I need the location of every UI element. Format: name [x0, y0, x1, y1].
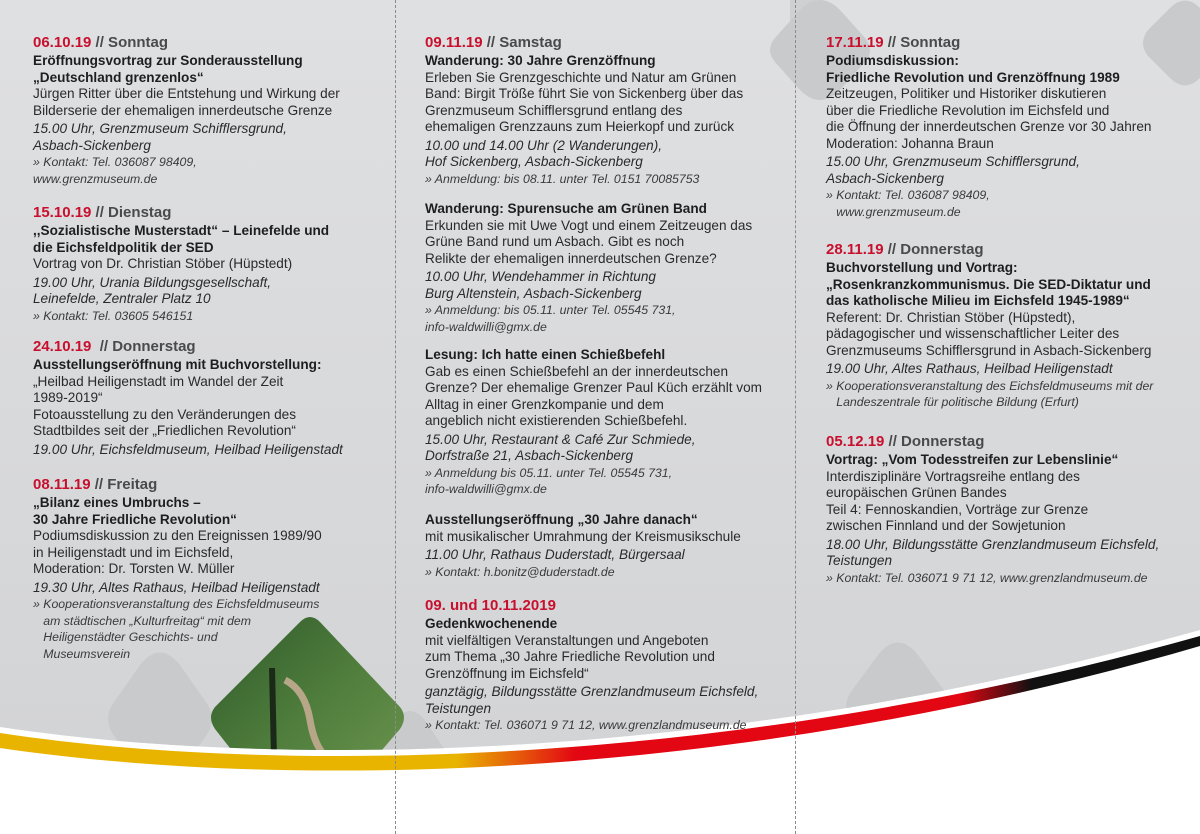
event-when: 19.00 Uhr, Altes Rathaus, Heilbad Heiligenstadt	[826, 361, 1113, 376]
event-date: 24.10.19	[33, 338, 92, 355]
event-contact: » Anmeldung: bis 08.11. unter Tel. 0151 70085753	[425, 171, 700, 186]
event-weekday: // Samstag	[482, 34, 562, 51]
event-entry	[826, 239, 1153, 411]
event-body: Erleben Sie Grenzgeschichte und Natur am Grünen Band: Birgit Tröße führt Sie von Sickenberg über das Grenzmuseum Schifflersgrund entlang des ehemaligen Grenzzauns zum Heierkopf und zurück	[425, 69, 744, 134]
event-title: Wanderung: Spurensuche am Grünen Band	[425, 201, 707, 216]
event-date-line	[33, 336, 343, 357]
event-date-line	[826, 32, 1151, 53]
event-date: 08.11.19	[33, 476, 91, 493]
event-date-line	[33, 202, 329, 223]
event-title: Lesung: Ich hatte einen Schießbefehl	[425, 347, 666, 362]
event-body: Podiumsdiskussion zu den Ereignissen 1989/90 in Heiligenstadt und im Eichsfeld, Moderation: Dr. Torsten W. Müller	[33, 528, 322, 576]
event-title: Ausstellungseröffnung „30 Jahre danach“	[425, 512, 698, 527]
event-when: 15.00 Uhr, Restaurant & Café Zur Schmiede, Dorfstraße 21, Asbach-Sickenberg	[425, 431, 696, 463]
event-date-line	[826, 239, 1153, 260]
event-contact: » Kontakt: Tel. 036087 98409, www.grenzmuseum.de	[33, 155, 197, 186]
event-date: 09.11.19	[425, 34, 483, 51]
event-body: mit vielfältigen Veranstaltungen und Angeboten zum Thema „30 Jahre Friedliche Revolution und Grenzöffnung im Eichsfeld“	[425, 632, 715, 681]
event-date-line	[826, 431, 1159, 452]
event-title: Eröffnungsvortrag zur Sonderausstellung „Deutschland grenzenlos“	[33, 53, 303, 85]
column-left	[33, 0, 413, 834]
event-when: 19.30 Uhr, Altes Rathaus, Heilbad Heiligenstadt	[33, 579, 320, 595]
event-contact: » Kooperationsveranstaltung des Eichsfeldmuseums mit der Landeszentrale für politische Bildung (Erfurt)	[826, 378, 1154, 409]
event-when: 10.00 Uhr, Wendehammer in Richtung Burg Altenstein, Asbach-Sickenberg	[425, 269, 656, 301]
event-title: Wanderung: 30 Jahre Grenzöffnung	[425, 53, 656, 68]
event-body: mit musikalischer Umrahmung der Kreismusikschule	[425, 528, 741, 544]
event-entry	[425, 32, 743, 187]
event-weekday: // Sonntag	[91, 34, 169, 51]
event-body: Interdisziplinäre Vortragsreihe entlang des europäischen Grünen Bandes Teil 4: Fennoskandien, Vorträge zur Grenze zwischen Finnland und der Sowjetunion	[826, 468, 1089, 533]
event-date-line	[425, 32, 743, 53]
event-entry	[826, 431, 1159, 586]
event-weekday: // Donnerstag	[883, 241, 984, 258]
event-when: 11.00 Uhr, Rathaus Duderstadt, Bürgersaal	[425, 547, 685, 562]
event-title: Buchvorstellung und Vortrag: „Rosenkranzkommunismus. Die SED-Diktatur und das katholische Milieu im Eichsfeld 1945-1989“	[826, 260, 1151, 308]
event-entry	[33, 474, 322, 662]
event-body: Zeitzeugen, Politiker und Historiker diskutieren über die Friedliche Revolution im Eichsfeld und die Öffnung der innerdeutschen Grenze vor 30 Jahren Moderation: Johanna Braun	[826, 86, 1152, 151]
event-when: ganztägig, Bildungsstätte Grenzlandmuseum Eichsfeld, Teistungen	[425, 684, 759, 716]
event-weekday: // Donnerstag	[884, 433, 985, 450]
event-entry	[33, 336, 343, 458]
event-title: Ausstellungseröffnung mit Buchvorstellung:	[33, 357, 322, 372]
column-middle	[425, 0, 805, 834]
event-date: 06.10.19	[33, 34, 92, 51]
event-contact: » Kontakt: Tel. 03605 546151	[33, 308, 194, 323]
event-title: Gedenkwochenende	[425, 616, 558, 631]
event-contact: » Kontakt: Tel. 036071 9 71 12, www.grenzlandmuseum.de	[425, 718, 747, 732]
event-entry	[425, 347, 762, 498]
event-body: Vortrag von Dr. Christian Stöber (Hüpstedt)	[33, 256, 293, 271]
event-date-line	[33, 474, 322, 495]
event-body: Erkunden sie mit Uwe Vogt und einem Zeitzeugen das Grüne Band rund um Asbach. Gibt es noch Relikte der ehemaligen innerdeutschen Grenze?	[425, 217, 753, 266]
event-when: 19.00 Uhr, Urania Bildungsgesellschaft, Leinefelde, Zentraler Platz 10	[33, 274, 272, 306]
event-when: 10.00 und 14.00 Uhr (2 Wanderungen), Hof Sickenberg, Asbach-Sickenberg	[425, 137, 663, 169]
event-date: 28.11.19	[826, 241, 884, 258]
event-contact: » Anmeldung bis 05.11. unter Tel. 05545 731, info-waldwilli@gmx.de	[425, 465, 673, 496]
event-body: Gab es einen Schießbefehl an der innerdeutschen Grenze? Der ehemalige Grenzer Paul Küch erzählt vom Alltag in einer Grenzkompanie und dem angeblich nicht existierenden Schießbefehl.	[425, 363, 762, 428]
event-date-line	[425, 595, 758, 616]
event-contact: » Kontakt: Tel. 036071 9 71 12, www.grenzlandmuseum.de	[826, 570, 1148, 585]
event-when: 15.00 Uhr, Grenzmuseum Schifflersgrund, Asbach-Sickenberg	[826, 154, 1080, 186]
event-date: 15.10.19	[33, 204, 92, 221]
event-when: 15.00 Uhr, Grenzmuseum Schifflersgrund, Asbach-Sickenberg	[33, 121, 287, 153]
event-title: ,,Sozialistische Musterstadt“ – Leinefelde und die Eichsfeldpolitik der SED	[33, 223, 330, 255]
event-entry	[33, 32, 340, 187]
event-body: Referent: Dr. Christian Stöber (Hüpstedt), pädagogischer und wissenschaftlicher Leiter des Grenzmuseums Schifflersgrund in Asbach-Sickenberg	[826, 309, 1152, 358]
event-entry	[425, 201, 752, 335]
column-right	[826, 0, 1200, 834]
event-date: 09. und 10.11.2019	[425, 597, 556, 614]
event-date-line	[33, 32, 340, 53]
event-contact: » Kontakt: Tel. 036087 98409, www.grenzmuseum.de	[826, 188, 990, 219]
event-body: „Heilbad Heiligenstadt im Wandel der Zeit 1989-2019“ Fotoausstellung zu den Veränderungen des Stadtbildes seit der „Friedlichen Revolution“	[33, 373, 297, 438]
event-title: Podiumsdiskussion: Friedliche Revolution und Grenzöffnung 1989	[826, 53, 1120, 85]
event-when: 19.00 Uhr, Eichsfeldmuseum, Heilbad Heiligenstadt	[33, 441, 343, 457]
event-date: 05.12.19	[826, 433, 885, 450]
event-entry	[425, 512, 741, 580]
event-contact: » Anmeldung: bis 05.11. unter Tel. 05545 731, info-waldwilli@gmx.de	[425, 303, 676, 334]
event-date: 17.11.19	[826, 34, 884, 51]
event-weekday: // Freitag	[90, 476, 158, 493]
event-when: 18.00 Uhr, Bildungsstätte Grenzlandmuseum Eichsfeld, Teistungen	[826, 536, 1160, 568]
event-weekday: // Sonntag	[883, 34, 961, 51]
event-entry	[826, 32, 1151, 220]
event-body: Jürgen Ritter über die Entstehung und Wirkung der Bilderserie der ehemaligen innerdeutsche Grenze	[33, 86, 340, 118]
event-entry	[33, 202, 329, 324]
event-entry	[425, 595, 758, 734]
event-title: „Bilanz eines Umbruchs – 30 Jahre Friedliche Revolution“	[33, 495, 237, 527]
event-title: Vortrag: „Vom Todesstreifen zur Lebenslinie“	[826, 452, 1119, 467]
event-weekday: // Dienstag	[91, 204, 172, 221]
event-contact: » Kooperationsveranstaltung des Eichsfeldmuseums am städtischen „Kulturfreitag“ mit dem Heiligenstädter Geschichts- und Museumsverein	[33, 597, 320, 661]
event-contact: » Kontakt: h.bonitz@duderstadt.de	[425, 564, 615, 579]
event-weekday: // Donnerstag	[91, 338, 196, 355]
